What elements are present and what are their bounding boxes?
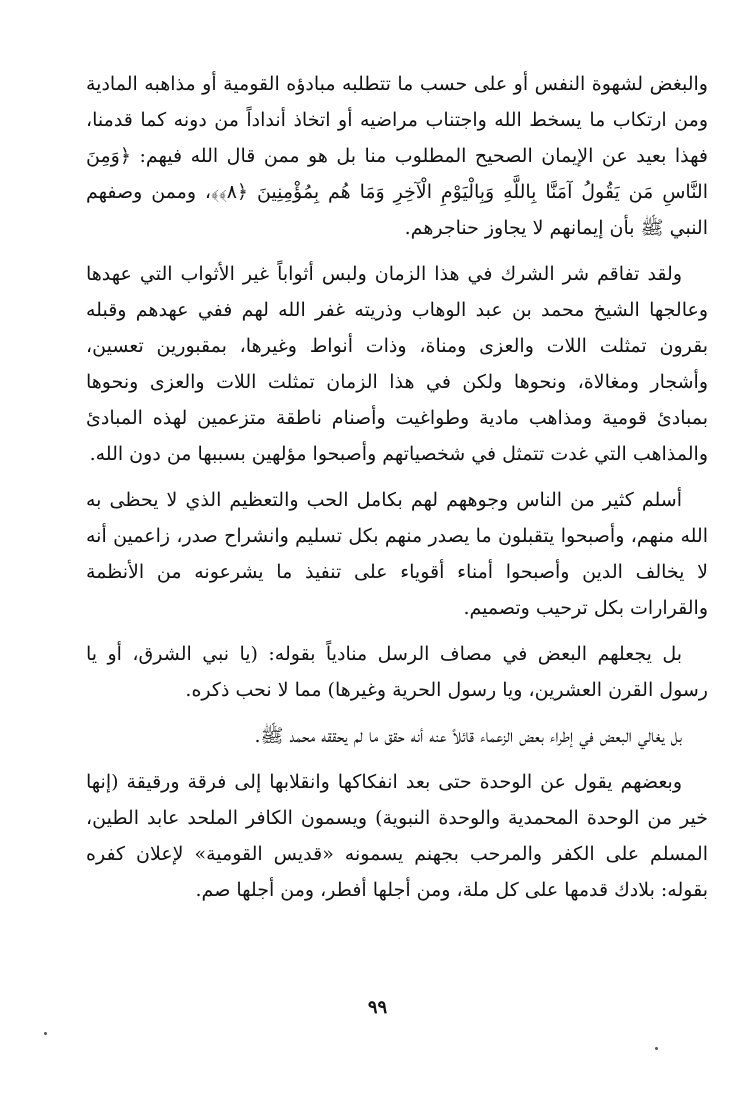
paragraph-6: وبعضهم يقول عن الوحدة حتى بعد انفكاكها وانقلابها إلى فرقة ورقيقة (إنها خير من الوحدة المحمدية والوحدة النبوية) ويسمون الكافر الملحد عابد الطين، المسلم على الكفر والمرحب بجهنم يسمونه «قديس القومية» لإعلان كفره بقوله: بلادك قدمها على كل ملة، ومن أجلها أفطر، ومن أجلها صم.	[86, 771, 708, 901]
scan-speck	[655, 1047, 658, 1050]
paragraph-5: بل يغالي البعض في إطراء بعض الزعماء قائلاً عنه أنه حقق ما لم يحققه محمد ﷺ.	[254, 725, 682, 747]
page-body	[86, 66, 708, 918]
paragraph-4: بل يجعلهم البعض في مصاف الرسل منادياً بقوله: (يا نبي الشرق، أو يا رسول القرن العشرين، ويا رسول الحرية وغيرها) مما لا نحب ذكره.	[86, 643, 708, 701]
scan-speck	[44, 1032, 47, 1035]
paragraph-3: أسلم كثير من الناس وجوههم لهم بكامل الحب والتعظيم الذي لا يحظى به الله منهم، وأصبحوا يتقبلون ما يصدر منهم بكل تسليم وانشراح صدر، زاعمين أنه لا يخالف الدين وأصبحوا أمناء أقوياء على تنفيذ ما يشرعونه من الأنظمة والقرارات بكل ترحيب وتصميم.	[86, 489, 708, 619]
paragraph-1: والبغض لشهوة النفس أو على حسب ما تتطلبه مبادؤه القومية أو مذاهبه المادية ومن ارتكاب ما يسخط الله واجتناب مراضيه أو اتخاذ أنداداً من دونه كما قدمنا، فهذا بعيد عن الإيمان الصحيح المطلوب منا بل هو ممن قال الله فيهم: ﴿وَمِنَ النَّاسِ مَن يَقُولُ آمَنَّا بِاللَّهِ وَبِالْيَوْمِ الْآخِرِ وَمَا هُم بِمُؤْمِنِينَ ﴿٨﴾﴾، وممن وصفهم النبي ﷺ بأن إيمانهم لا يجاوز حناجرهم.	[86, 73, 708, 239]
paragraph-2: ولقد تفاقم شر الشرك في هذا الزمان ولبس أثواباً غير الأثواب التي عهدها وعالجها الشيخ محمد بن عبد الوهاب وذريته غفر الله لهم ففي عهدهم وقبله بقرون تمثلت اللات والعزى ومناة، وذات أنواط وغيرها، بمقبورين تعسين، وأشجار ومغالاة، ونحوها ولكن في هذا الزمان تمثلت اللات والعزى ونحوها بمبادئ قومية ومذاهب مادية وطواغيت وأصنام ناطقة متزعمين لهذه المبادئ والمذاهب التي غدت تتمثل في شخصياتهم وأصبحوا مؤلهين بسببها من دون الله.	[86, 263, 708, 465]
page-number: ٩٩	[367, 997, 388, 1018]
